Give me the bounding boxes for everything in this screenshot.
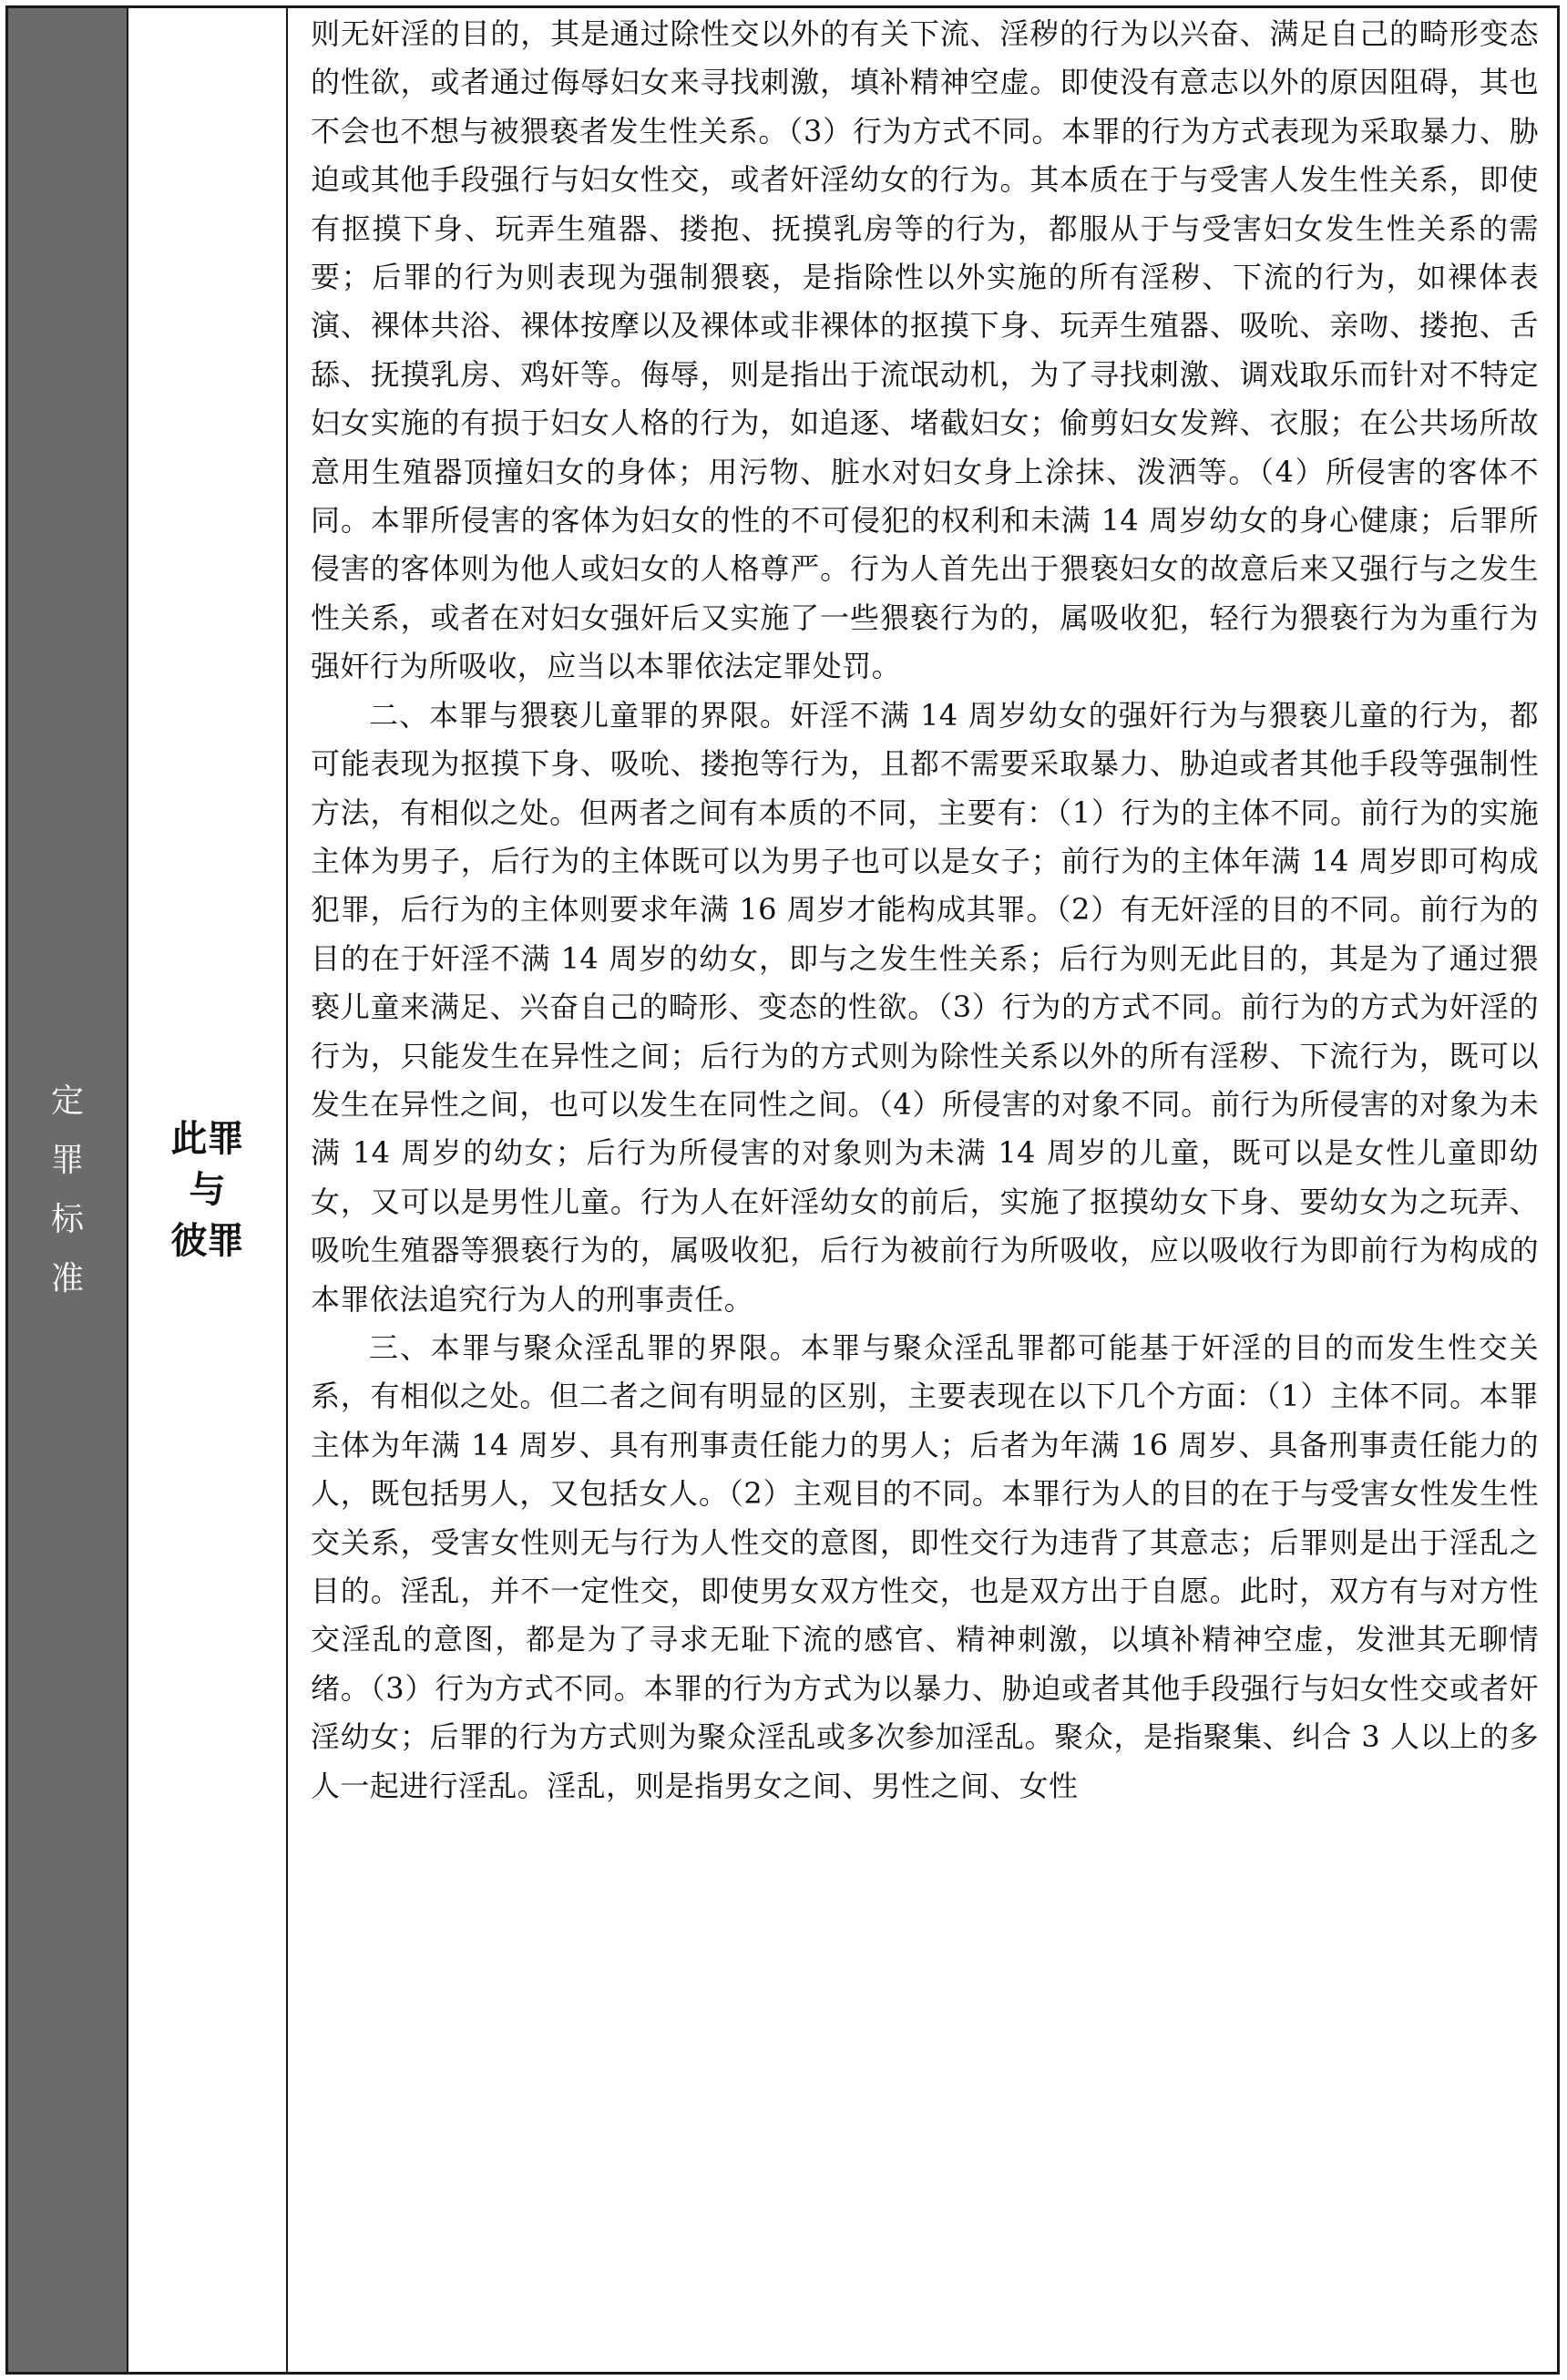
category-char-1: 定 [50,1082,84,1120]
body-text-column [288,8,1557,2372]
content-table [5,5,1560,2375]
subcategory-line-3: 彼罪 [170,1220,244,1262]
category-char-4: 准 [50,1260,84,1298]
paragraph-section-2: 二、本罪与猥亵儿童罪的界限。奸淫不满 14 周岁幼女的强奸行为与猥亵儿童的行为，都可能表现为抠摸下身、吸吮、搂抱等行为，且都不需要采取暴力、胁迫或者其他手段等强制性方法，有相似之处。但两者之间有本质的不同，主要有：（1）行为的主体不同。前行为的实施主体为男子，后行为的主体既可以为男子也可以是女子；前行为的主体年满 14 周岁即可构成犯罪，后行为的主体则要求年满 16 周岁才能构成其罪。（2）有无奸淫的目的不同。前行为的目的在于奸淫不满 14 周岁的幼女，即与之发生性关系；后行为则无此目的，其是为了通过猥亵儿童来满足、兴奋自己的畸形、变态的性欲。（3）行为的方式不同。前行为的方式为奸淫的行为，只能发生在异性之间；后行为的方式则为除性关系以外的所有淫秽、下流行为，既可以发生在异性之间，也可以发生在同性之间。（4）所侵害的对象不同。前行为所侵害的对象为未满 14 周岁的幼女；后行为所侵害的对象则为未满 14 周岁的儿童，既可以是女性儿童即幼女，又可以是男性儿童。行为人在奸淫幼女的前后，实施了抠摸幼女下身、要幼女为之玩弄、吸吮生殖器等猥亵行为的，属吸收犯，后行为被前行为所吸收，应以吸收行为即前行为构成的本罪依法追究行为人的刑事责任。 [311,697,1539,1317]
subcategory-line-1: 此罪 [170,1118,244,1160]
paragraph-section-3: 三、本罪与聚众淫乱罪的界限。本罪与聚众淫乱罪都可能基于奸淫的目的而发生性交关系，有相似之处。但二者之间有明显的区别，主要表现在以下几个方面：（1）主体不同。本罪主体为年满 14 周岁、具有刑事责任能力的男人；后者为年满 16 周岁、具备刑事责任能力的人，既包括男人，又包括女人。（2）主观目的不同。本罪行为人的目的在于与受害女性发生性交关系，受害女性则无与行为人性交的意图，即性交行为违背了其意志；后罪则是出于淫乱之目的。淫乱，并不一定性交，即使男女双方性交，也是双方出于自愿。此时，双方有与对方性交淫乱的意图，都是为了寻求无耻下流的感官、精神刺激，以填补精神空虚，发泄其无聊情绪。（3）行为方式不同。本罪的行为方式为以暴力、胁迫或者其他手段强行与妇女性交或者奸淫幼女；后罪的行为方式则为聚众淫乱或多次参加淫乱。聚众，是指聚集、纠合 3 人以上的多人一起进行淫乱。淫乱，则是指男女之间、男性之间、女性 [311,1329,1539,1803]
subcategory-line-2: 与 [189,1169,226,1211]
category-char-2: 罪 [50,1142,84,1179]
paragraph-continuation: 则无奸淫的目的，其是通过除性交以外的有关下流、淫秽的行为以兴奋、满足自己的畸形变态的性欲，或者通过侮辱妇女来寻找刺激，填补精神空虚。即使没有意志以外的原因阻碍，其也不会也不想与被猥亵者发生性关系。（3）行为方式不同。本罪的行为方式表现为采取暴力、胁迫或其他手段强行与妇女性交，或者奸淫幼女的行为。其本质在于与受害人发生性关系，即使有抠摸下身、玩弄生殖器、搂抱、抚摸乳房等的行为，都服从于与受害妇女发生性关系的需要；后罪的行为则表现为强制猥亵，是指除性以外实施的所有淫秽、下流的行为，如裸体表演、裸体共浴、裸体按摩以及裸体或非裸体的抠摸下身、玩弄生殖器、吸吮、亲吻、搂抱、舌舔、抚摸乳房、鸡奸等。侮辱，则是指出于流氓动机，为了寻找刺激、调戏取乐而针对不特定妇女实施的有损于妇女人格的行为，如追逐、堵截妇女；偷剪妇女发辫、衣服；在公共场所故意用生殖器顶撞妇女的身体；用污物、脏水对妇女身上涂抹、泼洒等。（4）所侵害的客体不同。本罪所侵害的客体为妇女的性的不可侵犯的权利和未满 14 周岁幼女的身心健康；后罪所侵害的客体则为他人或妇女的人格尊严。行为人首先出于猥亵妇女的故意后来又强行与之发生性关系，或者在对妇女强奸后又实施了一些猥亵行为的，属吸收犯，轻行为猥亵行为为重行为强奸行为所吸收，应当以本罪依法定罪处罚。 [311,16,1539,684]
subcategory-column [128,8,288,2372]
category-char-3: 标 [50,1201,84,1238]
category-column [8,8,128,2372]
